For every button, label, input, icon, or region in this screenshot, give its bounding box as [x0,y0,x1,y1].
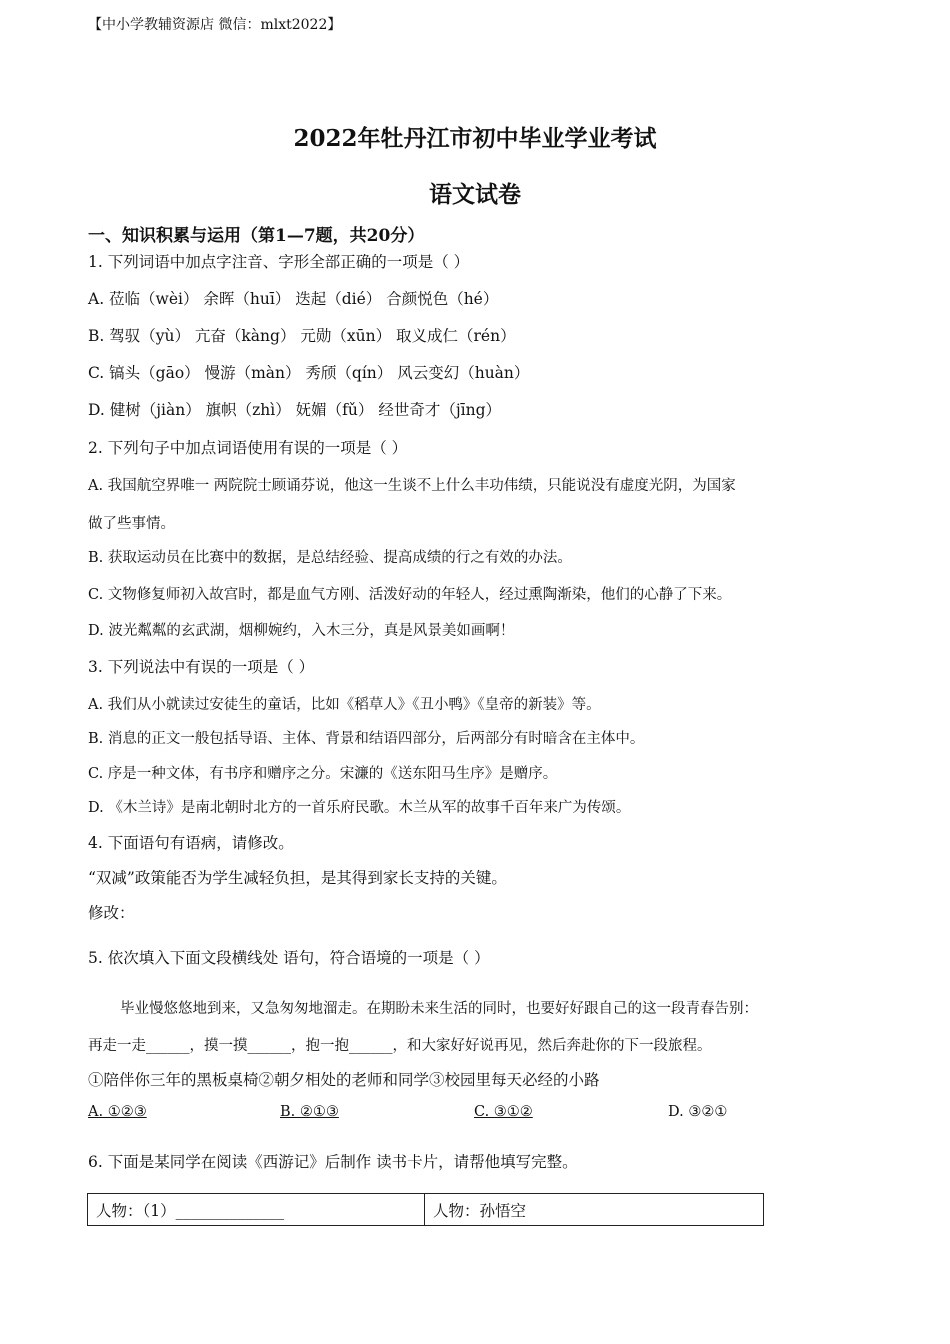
reading-card-table [87,1193,764,1226]
q4-sentence: “双减”政策能否为学生减轻负担，是其得到家长支持的关键。 [88,869,507,887]
q5-stem: 5. 依次填入下面文段横线处 语句，符合语境的一项是（ ） [88,949,490,967]
q6-stem: 6. 下面是某同学在阅读《西游记》后制作 读书卡片，请帮他填写完整。 [88,1153,578,1171]
q1-option-b: B. 驾驭（yù） 亢奋（kàng） 元勋（xūn） 取义成仁（rén） [88,327,516,345]
q3-option-d: D. 《木兰诗》是南北朝时北方的一首乐府民歌。木兰从军的故事千百年来广为传颂。 [88,800,631,816]
q2-option-d: D. 波光粼粼的玄武湖，烟柳婉约，入木三分，真是风景美如画啊！ [88,623,515,639]
q3-stem: 3. 下列说法中有误的一项是（ ） [88,658,315,676]
card-cell-right: 人物：孙悟空 [425,1194,764,1226]
q3-option-a: A. 我们从小就读过安徒生的童话，比如《稻草人》《丑小鸭》《皇帝的新装》等。 [88,697,601,713]
q2-option-a: A. 我国航空界唯一 两院院士顾诵芬说，他这一生谈不上什么丰功伟绩，只能说没有虚度光阴，为国家 [88,478,736,494]
exam-title: 2022年牡丹江市初中毕业学业考试 [293,125,657,152]
q5-passage-line1: 毕业慢悠悠地到来，又急匆匆地溜走。在期盼未来生活的同时，也要好好跟自己的这一段青春告别： [120,1001,758,1017]
q2-option-b: B. 获取运动员在比赛中的数据，是总结经验、提高成绩的行之有效的办法。 [88,550,572,566]
card-cell-left: 人物：（1）______________ [88,1194,425,1226]
q2-stem: 2. 下列句子中加点词语使用有误的一项是（ ） [88,439,408,457]
q4-fix-label: 修改： [88,904,135,922]
q3-option-c: C. 序是一种文体，有书序和赠序之分。宋濂的《送东阳马生序》是赠序。 [88,766,558,782]
q4-stem: 4. 下面语句有语病，请修改。 [88,834,294,852]
q3-option-b: B. 消息的正文一般包括导语、主体、背景和结语四部分，后两部分有时暗含在主体中。 [88,731,645,747]
q5-option-c: C. ③①② [474,1104,533,1120]
q2-option-c: C. 文物修复师初入故宫时，都是血气方刚、活泼好动的年轻人，经过熏陶渐染，他们的心静了下来。 [88,587,732,603]
q1-option-d: D. 健树（jiàn） 旗帜（zhì） 妩媚（fǔ） 经世奇才（jīng） [88,401,501,419]
q5-items: ①陪伴你三年的黑板桌椅②朝夕相处的老师和同学③校园里每天必经的小路 [88,1071,600,1089]
q5-option-a: A. ①②③ [88,1104,147,1120]
header-note: 【中小学教辅资源店 微信：mlxt2022】 [88,17,342,33]
section-heading: 一、知识积累与运用（第1—7题，共20分） [88,226,425,246]
q1-stem: 1. 下列词语中加点字注音、字形全部正确的一项是（ ） [88,253,470,271]
q5-option-d: D. ③②① [668,1104,728,1120]
exam-subtitle: 语文试卷 [429,181,521,208]
q1-option-c: C. 镐头（gāo） 慢游（màn） 秀颀（qín） 风云变幻（huàn） [88,364,530,382]
q2-option-a-cont: 做了些事情。 [88,516,175,532]
q1-option-a: A. 莅临（wèi） 余晖（huī） 迭起（dié） 合颜悦色（hé） [88,290,499,308]
q5-passage-line2: 再走一走______，摸一摸______，抱一抱______，和大家好好说再见，然后奔赴你的下一段旅程。 [88,1038,712,1054]
q5-option-b: B. ②①③ [280,1104,339,1120]
